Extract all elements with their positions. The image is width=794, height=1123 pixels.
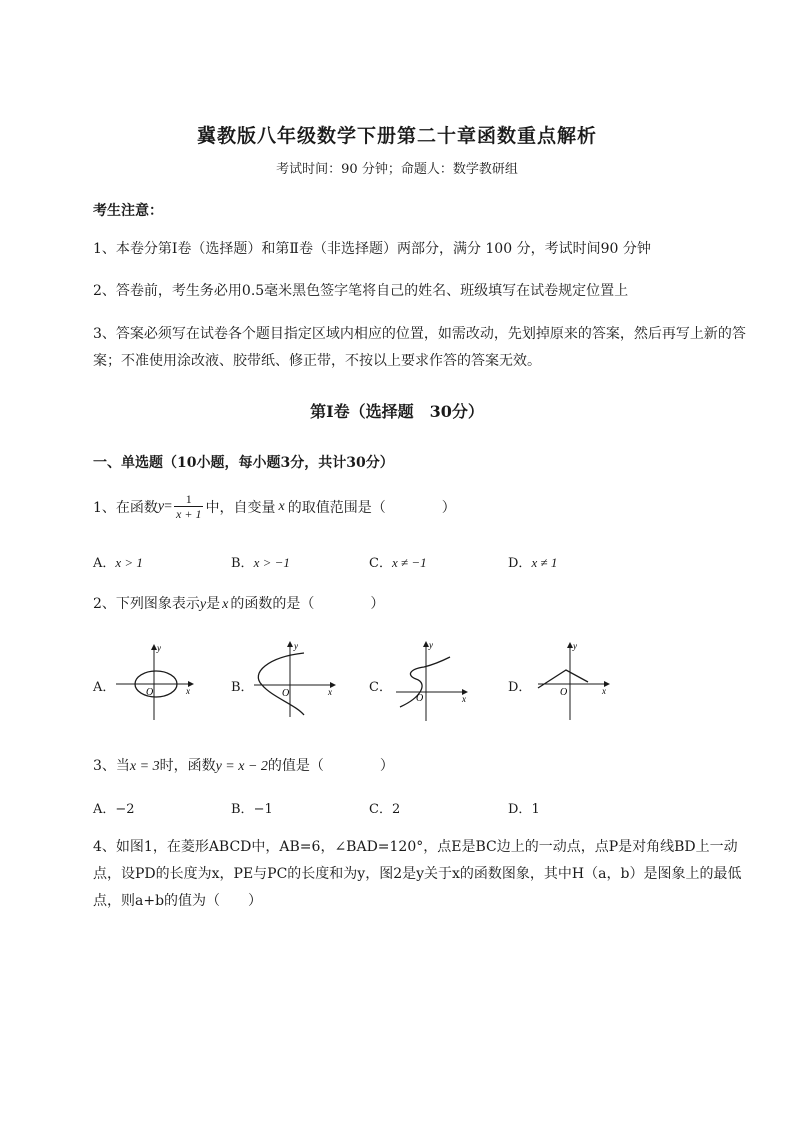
section-title: 第Ⅰ卷（选择题 30分） [310, 402, 484, 421]
q1-option-d[interactable] [508, 552, 557, 571]
option-expr: 1 [531, 802, 540, 817]
option-expr: −2 [115, 802, 135, 817]
q2-graph-c [392, 635, 478, 723]
option-expr: x > 1 [115, 555, 143, 570]
option-letter: D． [508, 802, 532, 817]
q3-function: y = x − 2 [215, 759, 268, 774]
origin-label: O [416, 693, 424, 704]
x-axis-label: x [602, 686, 606, 696]
option-expr: 2 [391, 802, 401, 817]
option-letter: C． [369, 802, 392, 817]
q3-suffix: 的值是（ ） [267, 758, 394, 774]
q1-equals: = [164, 498, 173, 514]
q2-y-var: y [199, 597, 207, 612]
option-letter: A． [93, 556, 116, 571]
q2-middle: 是 [206, 596, 221, 612]
q2-x-var: x [222, 597, 229, 612]
q1-x-var: x [278, 498, 285, 514]
notice-item-2: 2、答卷前，考生务必用0.5毫米黑色签字笔将自己的姓名、班级填写在试卷规定位置上 [93, 283, 629, 299]
x-axis-label: x [186, 686, 190, 696]
q3-option-d[interactable] [508, 798, 540, 817]
option-letter: B． [231, 556, 254, 571]
q1-y-var: y [157, 498, 165, 514]
option-letter: A． [93, 802, 116, 817]
q1-numerator: 1 [174, 492, 203, 507]
q1-denominator: x + 1 [176, 507, 202, 521]
q2-prefix: 2、下列图象表示 [93, 596, 200, 612]
q2-graph-d [532, 636, 618, 722]
question-1 [93, 492, 456, 521]
q1-option-c[interactable] [369, 552, 427, 571]
option-letter: D． [508, 556, 532, 571]
y-axis-label: y [573, 641, 577, 651]
notice-heading: 考生注意： [93, 203, 163, 219]
question-4: 4、如图1，在菱形ABCD中，AB=6，∠BAD=120°，点E是BC边上的一动点，点P是对角线BD上一动点，设PD的长度为x，PE与PC的长度和为y，图2是y关于x的函数图象，其中H（a，b）是图象上的最低点，则a+b的值为（ ） [93, 839, 742, 909]
q2-graph-b [248, 635, 338, 720]
page-subtitle: 考试时间：90 分钟；命题人：数学教研组 [276, 162, 518, 177]
notice-item-1: 1、本卷分第Ⅰ卷（选择题）和第Ⅱ卷（非选择题）两部分，满分 100 分，考试时间90 分钟 [93, 241, 651, 257]
q1-suffix: 的取值范围是（ ） [287, 499, 456, 516]
y-axis-label: y [294, 641, 298, 651]
q1-option-a[interactable] [93, 552, 143, 571]
q3-option-a[interactable] [93, 798, 135, 817]
origin-label: O [560, 687, 568, 698]
origin-label: O [146, 687, 154, 698]
y-axis-label: y [157, 643, 161, 653]
option-expr: x ≠ −1 [391, 555, 427, 570]
page-title: 冀教版八年级数学下册第二十章函数重点解析 [196, 125, 597, 147]
q2-graph-a [114, 638, 198, 722]
q2-option-b[interactable]: B． [231, 680, 254, 695]
q2-suffix: 的函数的是（ ） [230, 596, 385, 612]
x-axis-label: x [462, 694, 466, 704]
q2-option-c[interactable]: C． [369, 680, 392, 695]
q1-fraction [174, 492, 203, 521]
notice-item-3: 3、答案必须写在试卷各个题目指定区域内相应的位置，如需改动，先划掉原来的答案，然后再写上新的答案；不准使用涂改液、胶带纸、修正带，不按以上要求作答的答案无效。 [93, 326, 746, 369]
origin-label: O [282, 688, 290, 699]
q1-middle: 中，自变量 [205, 499, 276, 516]
x-axis-label: x [328, 687, 332, 697]
q2-option-d[interactable]: D． [508, 680, 532, 695]
q3-condition: x = 3 [129, 759, 160, 774]
q1-option-b[interactable] [231, 552, 290, 571]
q3-prefix: 3、当 [93, 758, 130, 774]
part-heading: 一、单选题（10小题，每小题3分，共计30分） [93, 455, 394, 471]
option-expr: x ≠ 1 [531, 555, 558, 570]
q3-option-c[interactable] [369, 798, 400, 817]
option-expr: x > −1 [253, 555, 290, 570]
option-letter: B． [231, 802, 254, 817]
q1-prefix: 1、在函数 [93, 499, 158, 516]
option-expr: −1 [253, 802, 273, 817]
question-3 [93, 755, 394, 775]
q3-option-b[interactable] [231, 798, 273, 817]
q3-middle: 时，函数 [159, 758, 216, 774]
question-2 [93, 593, 384, 613]
q2-option-a[interactable]: A． [93, 680, 116, 695]
y-axis-label: y [429, 640, 433, 650]
option-letter: C． [369, 556, 392, 571]
